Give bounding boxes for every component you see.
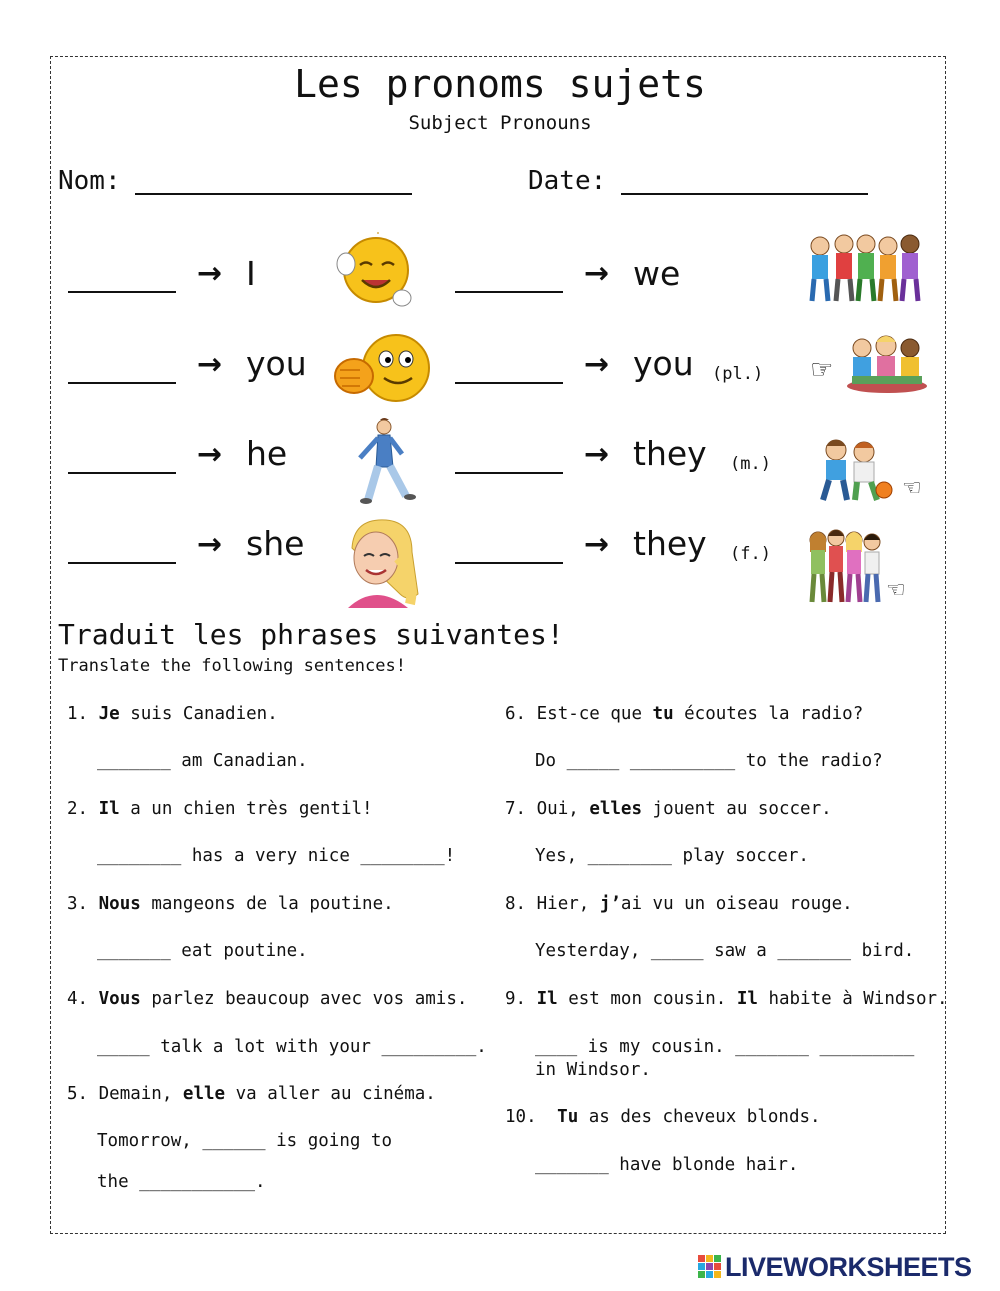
pronoun-label: you xyxy=(246,344,307,383)
question-pronoun: Nous xyxy=(98,894,141,914)
question-pronoun: Je xyxy=(98,704,120,724)
group-of-kids-icon xyxy=(804,230,930,306)
answer-5-continued[interactable]: the ___________. xyxy=(97,1172,266,1192)
walking-man-icon xyxy=(346,418,426,504)
section-title: Traduit les phrases suivantes! xyxy=(58,618,564,651)
question-pronoun: j’ xyxy=(599,894,621,914)
pronoun-blank-8[interactable] xyxy=(455,562,563,564)
pronoun-label: we xyxy=(633,254,681,293)
pronoun-note: (f.) xyxy=(730,544,771,564)
answer-7[interactable]: Yes, ________ play soccer. xyxy=(535,846,809,866)
pronoun-blank-2[interactable] xyxy=(68,382,176,384)
question-number: 9. xyxy=(505,989,527,1009)
pointing-hand-icon: ☜ xyxy=(886,578,906,603)
pronoun-label: he xyxy=(246,434,288,473)
arrow-icon: → xyxy=(197,437,223,472)
brand-name[interactable]: LIVEWORKSHEETS xyxy=(725,1252,972,1282)
question-text: est mon cousin. xyxy=(557,989,737,1009)
question-number: 1. xyxy=(67,704,89,724)
arrow-icon: → xyxy=(197,347,223,382)
pronoun-note: (pl.) xyxy=(712,364,764,384)
page-subtitle: Subject Pronouns xyxy=(408,112,592,134)
arrow-icon: → xyxy=(584,527,610,562)
answer-10[interactable]: _______ have blonde hair. xyxy=(535,1155,799,1175)
question-2 xyxy=(67,799,373,819)
page-title: Les pronoms sujets xyxy=(294,62,706,106)
pronoun-label: they xyxy=(633,524,707,563)
question-6 xyxy=(505,704,863,724)
question-text: écoutes la radio? xyxy=(673,704,864,724)
pronoun-blank-4[interactable] xyxy=(68,562,176,564)
question-text: as des cheveux blonds. xyxy=(578,1107,821,1127)
arrow-icon: → xyxy=(197,527,223,562)
question-prefix: Demain, xyxy=(98,1084,183,1104)
question-text: jouent au soccer. xyxy=(642,799,832,819)
smiling-woman-icon xyxy=(338,518,424,608)
question-prefix: Oui, xyxy=(536,799,590,819)
pronoun-blank-5[interactable] xyxy=(455,291,563,293)
question-1 xyxy=(67,704,278,724)
question-5 xyxy=(67,1084,436,1104)
answer-3[interactable]: _______ eat poutine. xyxy=(97,941,308,961)
question-number: 10. xyxy=(505,1107,537,1127)
date-label: Date: xyxy=(528,166,607,196)
pronoun-blank-3[interactable] xyxy=(68,472,176,474)
question-10 xyxy=(505,1107,821,1127)
answer-9-continued: in Windsor. xyxy=(535,1060,651,1080)
question-pronoun: elle xyxy=(182,1084,226,1104)
question-text: parlez beaucoup avec vos amis. xyxy=(140,989,468,1009)
pointing-hand-icon: ☞ xyxy=(810,355,834,385)
seated-kids-icon xyxy=(846,332,928,394)
question-text: mangeons de la poutine. xyxy=(140,894,394,914)
pronoun-label: they xyxy=(633,434,707,473)
name-label: Nom: xyxy=(58,166,121,196)
answer-8[interactable]: Yesterday, _____ saw a _______ bird. xyxy=(535,941,915,961)
arrow-icon: → xyxy=(197,256,223,291)
winking-smiley-icon xyxy=(332,232,422,310)
question-8 xyxy=(505,894,853,914)
question-number: 6. xyxy=(505,704,527,724)
two-boys-icon xyxy=(808,436,900,502)
question-pronoun: Il xyxy=(536,989,558,1009)
pronoun-note: (m.) xyxy=(730,454,771,474)
answer-1[interactable]: _______ am Canadian. xyxy=(97,751,308,771)
answer-2[interactable]: ________ has a very nice ________! xyxy=(97,846,456,866)
question-text: habite à Windsor. xyxy=(757,989,948,1009)
question-pronoun: tu xyxy=(652,704,674,724)
question-9 xyxy=(505,989,948,1009)
pronoun-label: she xyxy=(246,524,305,563)
answer-5[interactable]: Tomorrow, ______ is going to xyxy=(97,1131,393,1151)
question-text: a un chien très gentil! xyxy=(119,799,373,819)
question-number: 4. xyxy=(67,989,89,1009)
question-number: 7. xyxy=(505,799,527,819)
date-field[interactable] xyxy=(621,193,868,195)
pointing-hand-icon: ☜ xyxy=(902,476,922,501)
pronoun-label: I xyxy=(246,254,256,293)
answer-4[interactable]: _____ talk a lot with your _________. xyxy=(97,1037,487,1057)
question-number: 8. xyxy=(505,894,527,914)
liveworksheets-logo-icon xyxy=(698,1255,722,1281)
question-4 xyxy=(67,989,467,1009)
question-pronoun: Tu xyxy=(557,1107,579,1127)
pronoun-blank-7[interactable] xyxy=(455,472,563,474)
question-prefix: Hier, xyxy=(536,894,600,914)
pointing-smiley-icon xyxy=(334,332,436,406)
arrow-icon: → xyxy=(584,347,610,382)
group-of-girls-icon xyxy=(806,528,886,606)
question-text: ai vu un oiseau rouge. xyxy=(620,894,853,914)
question-number: 5. xyxy=(67,1084,89,1104)
answer-6[interactable]: Do _____ __________ to the radio? xyxy=(535,751,883,771)
pronoun-blank-6[interactable] xyxy=(455,382,563,384)
pronoun-label: you xyxy=(633,344,694,383)
arrow-icon: → xyxy=(584,256,610,291)
question-pronoun: elles xyxy=(589,799,642,819)
arrow-icon: → xyxy=(584,437,610,472)
question-pronoun: Il xyxy=(736,989,758,1009)
name-field[interactable] xyxy=(135,193,412,195)
question-3 xyxy=(67,894,394,914)
question-text: suis Canadien. xyxy=(119,704,278,724)
question-number: 2. xyxy=(67,799,89,819)
question-prefix: Est-ce que xyxy=(536,704,653,724)
question-pronoun: Vous xyxy=(98,989,141,1009)
pronoun-blank-1[interactable] xyxy=(68,291,176,293)
section-subtitle: Translate the following sentences! xyxy=(58,656,406,676)
answer-9[interactable]: ____ is my cousin. _______ _________ xyxy=(535,1037,915,1057)
question-number: 3. xyxy=(67,894,89,914)
question-pronoun: Il xyxy=(98,799,120,819)
question-7 xyxy=(505,799,832,819)
question-text: va aller au cinéma. xyxy=(225,1084,436,1104)
